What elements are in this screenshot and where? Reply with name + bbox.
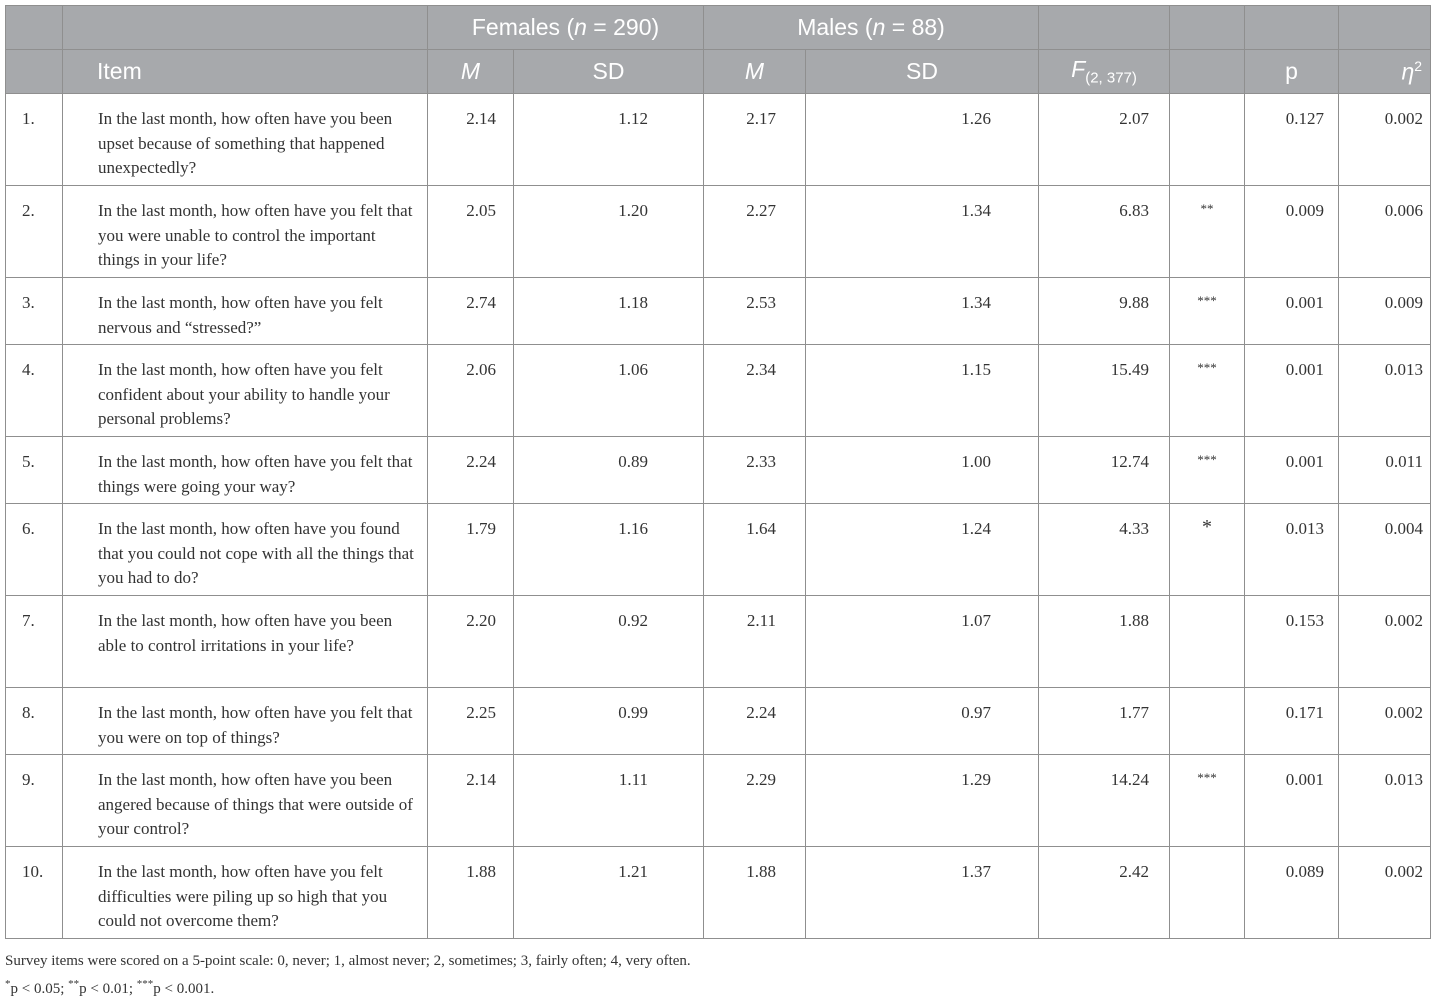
item-text-cell xyxy=(63,345,428,437)
males-group-header xyxy=(704,6,1039,50)
males-sd: 0.97 xyxy=(961,703,992,722)
f-statistic: 6.83 xyxy=(1119,201,1150,220)
males-sd: 1.29 xyxy=(961,770,992,789)
significance-stars-cell xyxy=(1170,94,1245,186)
row-number-cell xyxy=(6,847,63,939)
males-sd-cell xyxy=(806,847,1039,939)
f-statistic: 1.88 xyxy=(1119,611,1150,630)
p-value: 0.001 xyxy=(1285,770,1325,789)
header-blank-cell xyxy=(1170,6,1245,50)
eta-squared-cell xyxy=(1339,186,1431,278)
row-number-cell xyxy=(6,345,63,437)
males-mean: 1.88 xyxy=(746,862,777,881)
females-mean: 2.14 xyxy=(466,109,496,128)
p-value-cell xyxy=(1245,847,1339,939)
males-sd: 1.37 xyxy=(961,862,992,881)
p-value: 0.001 xyxy=(1285,293,1325,312)
p-value-cell xyxy=(1245,186,1339,278)
row-number: 1. xyxy=(22,109,35,128)
eta-squared-cell xyxy=(1339,504,1431,596)
f-statistic-cell xyxy=(1039,847,1170,939)
significance-stars: *** xyxy=(1197,360,1217,375)
row-number: 7. xyxy=(22,611,35,630)
item-text-cell xyxy=(63,504,428,596)
item-text-cell xyxy=(63,186,428,278)
females-group-header xyxy=(428,6,704,50)
p-value: 0.001 xyxy=(1285,360,1325,379)
header-blank-cell xyxy=(6,6,63,50)
header-row-columns xyxy=(6,50,1431,94)
header-blank-cell xyxy=(63,6,428,50)
p-value-header: p xyxy=(1245,50,1339,94)
females-mean-cell xyxy=(428,345,514,437)
females-sd: 0.89 xyxy=(618,452,649,471)
females-sd: 1.12 xyxy=(618,109,649,128)
females-sd: 1.16 xyxy=(618,519,649,538)
females-sd-cell xyxy=(514,437,704,504)
eta-superscript: 2 xyxy=(1414,57,1423,74)
row-number: 8. xyxy=(22,703,35,722)
males-n-symbol: n xyxy=(872,14,886,40)
eta-squared-cell xyxy=(1339,94,1431,186)
males-mean-cell xyxy=(704,688,806,755)
significance-stars xyxy=(1170,847,1244,861)
females-n-symbol: n xyxy=(574,14,587,40)
table-row xyxy=(6,688,1431,755)
f-statistic: 14.24 xyxy=(1110,770,1150,789)
f-statistic-cell xyxy=(1039,345,1170,437)
table-row xyxy=(6,596,1431,688)
significance-stars-cell xyxy=(1170,847,1245,939)
females-mean-cell xyxy=(428,94,514,186)
row-number: 5. xyxy=(22,452,35,471)
males-sd-cell xyxy=(806,94,1039,186)
table-row xyxy=(6,94,1431,186)
significance-stars: ** xyxy=(1200,201,1214,216)
table-row xyxy=(6,847,1431,939)
males-count: = 88) xyxy=(885,14,945,40)
f-statistic-cell xyxy=(1039,596,1170,688)
males-mean-cell xyxy=(704,345,806,437)
f-statistic-cell xyxy=(1039,437,1170,504)
significance-stars xyxy=(1170,596,1244,610)
table-row xyxy=(6,755,1431,847)
significance-stars-cell xyxy=(1170,596,1245,688)
females-sd-cell xyxy=(514,504,704,596)
males-sd: 1.34 xyxy=(961,293,992,312)
males-sd-cell xyxy=(806,345,1039,437)
item-text: In the last month, how often have you felt that you were on top of things? xyxy=(98,703,413,747)
f-statistic: 12.74 xyxy=(1110,452,1150,471)
males-sd-cell xyxy=(806,596,1039,688)
f-statistic-cell xyxy=(1039,94,1170,186)
significance-stars-cell xyxy=(1170,186,1245,278)
eta-squared-cell xyxy=(1339,596,1431,688)
males-sd-cell xyxy=(806,437,1039,504)
item-text-cell xyxy=(63,688,428,755)
footnote-scale: Survey items were scored on a 5-point scale: 0, never; 1, almost never; 2, sometimes; 3, fairly often; 4, very often. xyxy=(5,953,691,969)
females-label: Females ( xyxy=(471,14,575,40)
males-sd: 1.34 xyxy=(961,201,992,220)
males-mean: 2.24 xyxy=(746,703,777,722)
item-text-cell xyxy=(63,755,428,847)
females-mean-cell xyxy=(428,688,514,755)
males-mean-cell xyxy=(704,504,806,596)
results-table-container xyxy=(5,5,1424,939)
table-header xyxy=(6,6,1431,94)
females-sd-cell xyxy=(514,688,704,755)
females-sd: 1.06 xyxy=(618,360,649,379)
item-column-header: Item xyxy=(63,50,428,94)
row-number-cell xyxy=(6,278,63,345)
males-mean: 2.34 xyxy=(746,360,777,379)
males-mean: 2.11 xyxy=(746,611,777,630)
significance-stars-cell xyxy=(1170,688,1245,755)
eta-squared: 0.002 xyxy=(1384,109,1424,128)
females-sd-cell xyxy=(514,847,704,939)
males-mean: 2.29 xyxy=(746,770,777,789)
row-number: 4. xyxy=(22,360,35,379)
females-sd-cell xyxy=(514,94,704,186)
item-text: In the last month, how often have you been angered because of things that were outside of your control? xyxy=(98,770,413,838)
f-statistic-cell xyxy=(1039,186,1170,278)
row-number-cell xyxy=(6,755,63,847)
females-mean-cell xyxy=(428,186,514,278)
item-text-cell xyxy=(63,596,428,688)
p-value-cell xyxy=(1245,596,1339,688)
males-mean-cell xyxy=(704,437,806,504)
header-blank-cell xyxy=(1339,6,1431,50)
f-symbol: F xyxy=(1071,56,1086,83)
eta-squared: 0.004 xyxy=(1384,519,1424,538)
females-mean: 2.14 xyxy=(466,770,496,789)
females-sd-cell xyxy=(514,186,704,278)
row-number-cell xyxy=(6,504,63,596)
eta-squared-cell xyxy=(1339,847,1431,939)
females-sd-cell xyxy=(514,278,704,345)
p-value: 0.171 xyxy=(1285,703,1325,722)
footnote-star-1: * xyxy=(5,978,11,990)
p-value-cell xyxy=(1245,345,1339,437)
eta-squared-cell xyxy=(1339,755,1431,847)
row-number: 9. xyxy=(22,770,35,789)
p-value: 0.089 xyxy=(1285,862,1325,881)
females-mean-cell xyxy=(428,504,514,596)
p-value: 0.013 xyxy=(1285,519,1325,538)
males-mean-cell xyxy=(704,94,806,186)
item-text: In the last month, how often have you been upset because of something that happened unexpectedly? xyxy=(98,109,393,177)
females-sd: 1.20 xyxy=(618,201,649,220)
females-count: = 290) xyxy=(586,14,660,40)
males-sd-cell xyxy=(806,504,1039,596)
f-statistic: 2.07 xyxy=(1119,109,1150,128)
eta-squared-cell xyxy=(1339,688,1431,755)
item-text-cell xyxy=(63,278,428,345)
females-mean: 2.06 xyxy=(466,360,496,379)
males-mean: 2.53 xyxy=(746,293,777,312)
eta-squared: 0.006 xyxy=(1384,201,1424,220)
females-mean: 2.20 xyxy=(466,611,496,630)
females-sd-cell xyxy=(514,755,704,847)
item-text: In the last month, how often have you felt nervous and “stressed?” xyxy=(98,293,383,337)
f-statistic-cell xyxy=(1039,278,1170,345)
females-sd: 0.99 xyxy=(618,703,649,722)
females-mean: 2.25 xyxy=(466,703,496,722)
table-row xyxy=(6,345,1431,437)
p-value-cell xyxy=(1245,504,1339,596)
females-mean: 2.74 xyxy=(466,293,496,312)
females-sd-cell xyxy=(514,345,704,437)
significance-stars xyxy=(1170,94,1244,108)
results-table xyxy=(5,5,1431,939)
males-sd: 1.07 xyxy=(961,611,992,630)
females-sd: 1.11 xyxy=(618,770,649,789)
p-value-cell xyxy=(1245,94,1339,186)
table-row xyxy=(6,278,1431,345)
eta-squared-cell xyxy=(1339,345,1431,437)
males-label: Males ( xyxy=(797,14,873,40)
row-number-cell xyxy=(6,688,63,755)
females-mean: 2.24 xyxy=(466,452,496,471)
f-statistic-header xyxy=(1039,50,1170,94)
p-value: 0.009 xyxy=(1285,201,1325,220)
row-number: 3. xyxy=(22,293,35,312)
significance-stars-cell xyxy=(1170,437,1245,504)
f-statistic: 2.42 xyxy=(1119,862,1150,881)
footnote-p001: p < 0.001. xyxy=(153,981,215,997)
item-text-cell xyxy=(63,94,428,186)
p-value: 0.153 xyxy=(1285,611,1325,630)
item-text-cell xyxy=(63,847,428,939)
males-mean-cell xyxy=(704,596,806,688)
table-row xyxy=(6,186,1431,278)
item-text: In the last month, how often have you found that you could not cope with all the things that you had to do? xyxy=(98,519,414,587)
significance-header xyxy=(1170,50,1245,94)
footnote-star-2: ** xyxy=(68,978,80,990)
males-sd-cell xyxy=(806,186,1039,278)
males-mean-header: M xyxy=(704,50,806,94)
eta-squared: 0.013 xyxy=(1384,770,1424,789)
eta-squared-header xyxy=(1339,50,1431,94)
females-mean-header: M xyxy=(428,50,514,94)
significance-stars: *** xyxy=(1197,293,1217,308)
row-number-cell xyxy=(6,186,63,278)
header-blank-cell xyxy=(1039,6,1170,50)
f-statistic-cell xyxy=(1039,755,1170,847)
females-mean: 2.05 xyxy=(466,201,496,220)
males-mean-cell xyxy=(704,755,806,847)
males-mean-cell xyxy=(704,278,806,345)
males-sd: 1.15 xyxy=(961,360,992,379)
footnote-p05: p < 0.05; xyxy=(10,981,69,997)
eta-squared: 0.013 xyxy=(1384,360,1424,379)
f-degrees-of-freedom: (2, 377) xyxy=(1085,69,1137,87)
males-mean: 2.17 xyxy=(746,109,777,128)
p-value-cell xyxy=(1245,755,1339,847)
item-text: In the last month, how often have you felt confident about your ability to handle your personal problems? xyxy=(98,360,390,428)
significance-stars: *** xyxy=(1197,452,1217,467)
header-row-groups xyxy=(6,6,1431,50)
significance-stars: * xyxy=(1202,516,1213,538)
males-sd-header: SD xyxy=(806,50,1039,94)
table-body xyxy=(6,94,1431,939)
significance-stars xyxy=(1170,688,1244,702)
p-value-cell xyxy=(1245,688,1339,755)
eta-squared: 0.009 xyxy=(1384,293,1424,312)
eta-squared: 0.011 xyxy=(1385,452,1424,471)
males-sd: 1.26 xyxy=(961,109,992,128)
footnote-p01: p < 0.01; xyxy=(79,981,137,997)
females-sd: 0.92 xyxy=(618,611,649,630)
f-statistic-cell xyxy=(1039,504,1170,596)
males-sd: 1.00 xyxy=(961,452,992,471)
females-mean-cell xyxy=(428,847,514,939)
significance-stars-cell xyxy=(1170,504,1245,596)
females-sd: 1.18 xyxy=(618,293,649,312)
p-value: 0.127 xyxy=(1285,109,1325,128)
females-mean: 1.88 xyxy=(466,862,496,881)
item-text: In the last month, how often have you felt that things were going your way? xyxy=(98,452,413,496)
f-statistic: 1.77 xyxy=(1119,703,1150,722)
females-mean-cell xyxy=(428,755,514,847)
row-number-cell xyxy=(6,94,63,186)
table-footnotes xyxy=(5,950,691,1001)
males-sd: 1.24 xyxy=(961,519,992,538)
f-statistic-cell xyxy=(1039,688,1170,755)
eta-squared-cell xyxy=(1339,278,1431,345)
significance-stars-cell xyxy=(1170,345,1245,437)
item-text-cell xyxy=(63,437,428,504)
females-mean-cell xyxy=(428,278,514,345)
eta-squared: 0.002 xyxy=(1384,862,1424,881)
females-sd-header: SD xyxy=(514,50,704,94)
males-mean-cell xyxy=(704,186,806,278)
males-mean: 1.64 xyxy=(746,519,777,538)
eta-squared: 0.002 xyxy=(1384,611,1424,630)
males-mean: 2.27 xyxy=(746,201,777,220)
females-sd: 1.21 xyxy=(618,862,649,881)
males-mean: 2.33 xyxy=(746,452,777,471)
females-mean-cell xyxy=(428,437,514,504)
footnote-significance xyxy=(5,973,691,1001)
table-row xyxy=(6,504,1431,596)
males-sd-cell xyxy=(806,688,1039,755)
eta-squared-cell xyxy=(1339,437,1431,504)
p-value-cell xyxy=(1245,278,1339,345)
females-sd-cell xyxy=(514,596,704,688)
females-mean: 1.79 xyxy=(466,519,496,538)
eta-symbol: η xyxy=(1401,58,1415,85)
item-text: In the last month, how often have you felt that you were unable to control the important things in your life? xyxy=(98,201,413,269)
table-row xyxy=(6,437,1431,504)
p-value: 0.001 xyxy=(1285,452,1325,471)
males-sd-cell xyxy=(806,278,1039,345)
item-text: In the last month, how often have you felt difficulties were piling up so high that you could not overcome them? xyxy=(98,862,388,930)
p-value-cell xyxy=(1245,437,1339,504)
significance-stars-cell xyxy=(1170,278,1245,345)
item-text: In the last month, how often have you been able to control irritations in your life? xyxy=(98,611,393,655)
header-blank-cell xyxy=(1245,6,1339,50)
footnote-star-3: *** xyxy=(136,978,154,990)
row-number-cell xyxy=(6,596,63,688)
significance-stars: *** xyxy=(1197,770,1217,785)
f-statistic: 9.88 xyxy=(1119,293,1150,312)
header-blank-cell xyxy=(6,50,63,94)
significance-stars-cell xyxy=(1170,755,1245,847)
f-statistic: 4.33 xyxy=(1119,519,1150,538)
row-number: 6. xyxy=(22,519,35,538)
row-number: 2. xyxy=(22,201,35,220)
males-sd-cell xyxy=(806,755,1039,847)
males-mean-cell xyxy=(704,847,806,939)
f-statistic: 15.49 xyxy=(1110,360,1150,379)
row-number-cell xyxy=(6,437,63,504)
females-mean-cell xyxy=(428,596,514,688)
row-number: 10. xyxy=(22,862,44,881)
eta-squared: 0.002 xyxy=(1384,703,1424,722)
